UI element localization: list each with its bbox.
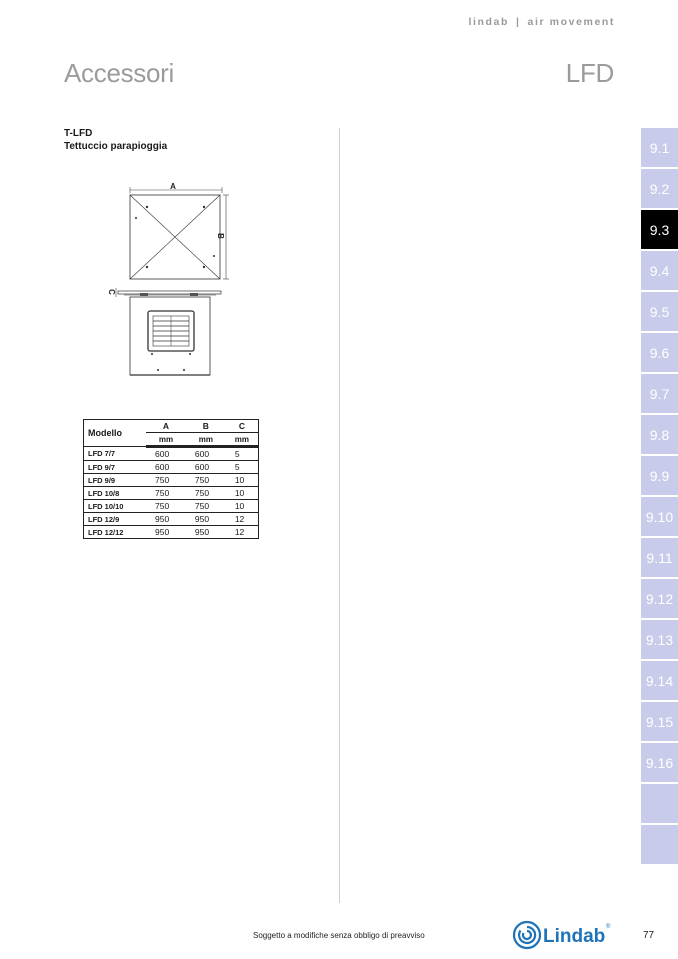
column-header-c: C bbox=[226, 420, 259, 433]
cell-model: LFD 12/9 bbox=[84, 513, 147, 526]
cell-model: LFD 9/9 bbox=[84, 474, 147, 487]
cell-c: 12 bbox=[226, 513, 259, 526]
cell-a: 950 bbox=[146, 526, 186, 539]
column-header-a: A bbox=[146, 420, 186, 433]
tab-9-8[interactable]: 9.8 bbox=[641, 415, 678, 454]
column-divider bbox=[339, 128, 340, 903]
brand-separator: | bbox=[515, 16, 521, 28]
cell-model: LFD 7/7 bbox=[84, 447, 147, 461]
product-code: T-LFD bbox=[64, 128, 93, 139]
table-row bbox=[84, 447, 259, 461]
logo-wordmark: Lindab bbox=[543, 926, 606, 947]
unit-c: mm bbox=[226, 433, 259, 447]
tab-9-16[interactable]: 9.16 bbox=[641, 743, 678, 782]
cell-model: LFD 9/7 bbox=[84, 461, 147, 474]
cell-c: 10 bbox=[226, 487, 259, 500]
section-title: Accessori bbox=[64, 58, 174, 88]
technical-drawing bbox=[100, 178, 235, 383]
cell-b: 750 bbox=[186, 500, 226, 513]
cell-c: 12 bbox=[226, 526, 259, 539]
tab-9-11[interactable]: 9.11 bbox=[641, 538, 678, 577]
cell-c: 10 bbox=[226, 500, 259, 513]
table-row bbox=[84, 513, 259, 526]
tab-9-5[interactable]: 9.5 bbox=[641, 292, 678, 331]
table-row bbox=[84, 461, 259, 474]
dimension-c-label: C bbox=[107, 289, 116, 295]
brand-name: lindab bbox=[468, 16, 509, 28]
tab-9-1[interactable]: 9.1 bbox=[641, 128, 678, 167]
page-number: 77 bbox=[643, 930, 655, 941]
tab-9-12[interactable]: 9.12 bbox=[641, 579, 678, 618]
product-family-title: LFD bbox=[565, 58, 614, 88]
cell-model: LFD 10/8 bbox=[84, 487, 147, 500]
cell-c: 10 bbox=[226, 474, 259, 487]
cell-b: 600 bbox=[186, 461, 226, 474]
cell-b: 750 bbox=[186, 487, 226, 500]
cell-b: 750 bbox=[186, 474, 226, 487]
dimension-b-label: B bbox=[216, 233, 225, 239]
brand-tagline: air movement bbox=[527, 16, 615, 28]
cell-c: 5 bbox=[226, 447, 259, 461]
tab-9-2[interactable]: 9.2 bbox=[641, 169, 678, 208]
cell-b: 950 bbox=[186, 526, 226, 539]
column-header-b: B bbox=[186, 420, 226, 433]
cell-a: 950 bbox=[146, 513, 186, 526]
dimension-a-label: A bbox=[170, 182, 176, 191]
tab-9-3[interactable]: 9.3 bbox=[641, 210, 678, 249]
cell-a: 750 bbox=[146, 487, 186, 500]
lindab-logo bbox=[512, 918, 612, 952]
tab-empty bbox=[641, 784, 678, 823]
cell-a: 600 bbox=[146, 447, 186, 461]
tab-9-9[interactable]: 9.9 bbox=[641, 456, 678, 495]
table-row bbox=[84, 500, 259, 513]
cell-b: 950 bbox=[186, 513, 226, 526]
tab-9-14[interactable]: 9.14 bbox=[641, 661, 678, 700]
product-name: Tettuccio parapioggia bbox=[64, 141, 168, 152]
unit-b: mm bbox=[186, 433, 226, 447]
footer-disclaimer: Soggetto a modifiche senza obbligo di preavviso bbox=[253, 931, 425, 940]
tab-9-6[interactable]: 9.6 bbox=[641, 333, 678, 372]
cell-a: 600 bbox=[146, 461, 186, 474]
table-row bbox=[84, 526, 259, 539]
cell-model: LFD 12/12 bbox=[84, 526, 147, 539]
tab-9-10[interactable]: 9.10 bbox=[641, 497, 678, 536]
table-row bbox=[84, 487, 259, 500]
tab-9-15[interactable]: 9.15 bbox=[641, 702, 678, 741]
cell-c: 5 bbox=[226, 461, 259, 474]
tab-9-13[interactable]: 9.13 bbox=[641, 620, 678, 659]
cell-model: LFD 10/10 bbox=[84, 500, 147, 513]
model-header: Modello bbox=[84, 420, 147, 447]
cell-b: 600 bbox=[186, 447, 226, 461]
cell-a: 750 bbox=[146, 500, 186, 513]
dimensions-table bbox=[83, 419, 259, 539]
svg-text:®: ® bbox=[606, 924, 611, 930]
tab-empty bbox=[641, 825, 678, 864]
section-tabs bbox=[641, 128, 678, 866]
table-row bbox=[84, 474, 259, 487]
cell-a: 750 bbox=[146, 474, 186, 487]
header-brand bbox=[468, 16, 615, 28]
tab-9-7[interactable]: 9.7 bbox=[641, 374, 678, 413]
unit-a: mm bbox=[146, 433, 186, 447]
tab-9-4[interactable]: 9.4 bbox=[641, 251, 678, 290]
